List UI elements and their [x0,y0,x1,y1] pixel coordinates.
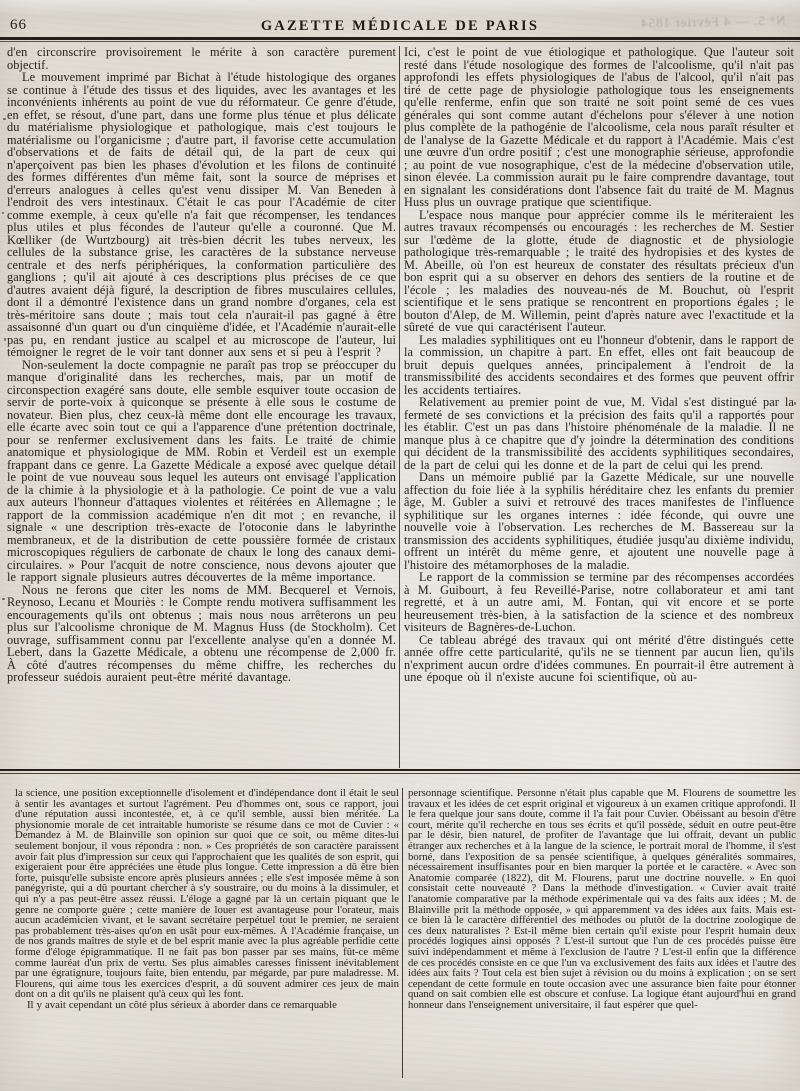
paragraph: Le mouvement imprimé par Bichat à l'étude histologique des organes se continue à l'étude des tissus et des liquides, avec les avantages et les inconvénients inhérents au point de vue du réformateur. Ce genre d'étude, en effet, se résout, d'une part, dans une forme plus ténue et plus délicate du matérialisme physiologique et pathologique, mais c'est toujours le matérialisme ou l'organicisme ; d'autre part, il favorise cette accumulation d'observations et de faits de détail qui, de la part de ceux qui n'aperçoivent pas bien les phases d'évolution et les filons de continuité des formes différentes d'un même fait, sont la source de méprises et d'erreurs analogues à celles qu'est venu dissiper M. Van Beneden à l'endroit des vers intestinaux. C'était le cas pour l'Académie de citer comme exemple, à ceux qu'elle n'a fait que récompenser, les tendances plus utiles et plus fécondes de l'auteur qu'elle a couronné. Que M. Kœlliker (de Wurtzbourg) ait très-bien décrit les tubes nerveux, les cellules de la substance grise, les caractères de la substance nerveuse centrale et des nerfs périphériques, la conformation particulière des ganglions ; qu'il ait ajouté à ces descriptions plus précises de ce que d'autres avaient déjà figuré, la description de fibres musculaires cellules, dont il a démontré l'existence dans un grand nombre d'organes, cela est très-méritoire sans doute ; mais tout cela n'aurait-il pas gagné à être assaisonné d'un quart ou d'un cinquième d'idée, et l'Académie n'aurait-elle pas pu, en rendant justice au scalpel et au microscope de l'auteur, lui témoigner le regret de le voir tant donner aux sens et si peu à l'esprit ? [7,70,396,359]
paragraph: la science, une position exceptionnelle d'isolement et d'indépendance dont il était le seul à sentir les avantages et surtout l'agrément. Peu d'hommes ont, sous ce rapport, joui d'une réputation aussi incontestée, et, à ce qu'il semble, aussi bien méritée. La physionomie morale de cet intraitable humoriste se résume dans ce mot de Cuvier : « Demandez à M. de Blainville son opinion sur quoi que ce soit, ou même dites-lui seulement bonjour, il vous répondra : non. » Ces propriétés de son caractère paraissent avoir fait plus d'impression sur ceux qui l'approchaient que les qualités de son esprit, qui exigeraient pour être appréciées une étude plus longue. Cette impression a dû être bien forte, puisqu'elle subsiste encore après plusieurs années ; elle s'est imposée même à son panégyriste, qui a dû pourtant chercher à s'y soustraire, ou du moins à la dissimuler, et qui n'y a pas peut-être assez réussi. L'éloge a gagné par là un certain piquant que le genre ne comporte guère ; cette manière de louer est avantageuse pour l'orateur, mais aucun académicien vivant, et le savant secrétaire perpétuel tout le premier, ne seraient pas probablement très-aises qu'on en usât pour eux-mêmes. À l'Académie française, un de nos grands maîtres de style et de bel esprit manie avec la plus agréable perfidie cette forme d'éloge épigrammatique. Il ne fait pas bon passer par ses mains, fût-ce même comme lauréat d'un prix de vertu. Ses plus aimables caresses finissent inévitablement par une égratignure, toujours faite, bien entendu, par mégarde, par pure maladresse. M. Flourens, qui aime tous les exercices d'esprit, a dû souvent admirer ces jeux de main dont on a dit qu'ils ne plaisent qu'à ceux qui les font. [15,788,399,1001]
column-divider-rule-top [399,46,400,768]
paragraph: personnage scientifique. Personne n'était plus capable que M. Flourens de soumettre les travaux et les idées de cet esprit original et vigoureux à un examen critique approfondi. Il le fera quelque jour sans doute, comme il l'a fait pour Cuvier. Obéissant au besoin d'être court, mérite qu'il recherche en tous ses écrits et qu'il possède, séduit en outre peut-être par le désir, bien naturel, de profiter de l'avantage que lui offrait, devant un public étranger aux recherches et à la langue de la science, le portrait moral de l'homme, il s'est borné, dans l'exposition de sa pensée scientifique, à quelques généralités sommaires, nécessairement insuffisantes pour en bien marquer la portée et le caractère. « Avec son Anatomie comparée (1822), dit M. Flourens, parut une doctrine nouvelle. » En quoi consistait cette nouveauté ? Dans la méthode d'investigation. « Cuvier avait traité l'anatomie comparative par la méthode expérimentale qui va des faits aux idées ; M. de Blainville prit la méthode opposée, » qui apparemment va des idées aux faits. Mais est-ce bien là le caractère différentiel des méthodes ou plutôt de la doctrine zoologique de ces deux naturalistes ? Est-il même bien certain qu'il existe pour l'esprit humain deux procédés logiques ainsi opposés ? L'est-il surtout que l'un de ces procédés puisse être suivi indépendamment et même à l'exclusion de l'autre ? L'est-il enfin que la différence de ces procédés consiste en ce que l'un va exclusivement des faits aux idées et l'autre des idées aux faits ? Tout cela est bien sujet à révision ou du moins à explication ; on se sert cependant de cette formule en toute occasion avec une assurance bien faite pour étonner quand on sait combien elle est obscure et confuse. La logique étant aujourd'hui en grand honneur dans l'enseignement universitaire, il faut espérer que quel- [408,788,796,1011]
ink-speck [3,118,6,120]
ink-speck [2,212,4,214]
section-divider-thick [0,769,800,771]
section-divider-thin [0,773,800,774]
top-article-section [0,46,800,768]
header-rule-thick [0,37,800,40]
paragraph: Ce tableau abrégé des travaux qui ont mérité d'être distingués cette année offre cette particularité, qu'ils ne se tiennent par aucun lien, qu'ils n'expriment aucun ordre d'idées communes. En pourrait-il être autrement à une époque où il n'existe aucune foi scientifique, où au- [404,632,794,684]
top-left-column [7,46,396,768]
section-divider-rule [0,769,800,775]
bottom-right-column [408,788,796,1084]
bottom-article-section [0,788,800,1084]
paragraph: Le rapport de la commission se termine par des récompenses accordées à M. Guibourt, à feu Reveillé-Parise, notre collaborateur et ami tant regretté, et à un autre ami, M. Fontan, qui vit encore et se porte heureusement très-bien, à la satisfaction de la science et des nombreux visiteurs de Bagnères-de-Luchon. [404,570,794,634]
paragraph: Il y avait cependant un côté plus sérieux à aborder dans ce remarquable [27,998,337,1011]
paragraph: Relativement au premier point de vue, M. Vidal s'est distingué par la fermeté de ses convictions et la précision des faits qu'il a rapportés pour les établir. C'est un pas dans l'histoire phénoménale de la maladie. Il ne manque plus à ce chapitre que d'y joindre la détermination des conditions qui décident de la transmissibilité des accidents syphilitiques secondaires, de la part de celui qui les donne et de la part de celui qui les prend. [404,395,794,472]
paragraph: d'en circonscrire provisoirement le mérite à son caractère purement objectif. [7,46,396,72]
masthead-title: GAZETTE MÉDICALE DE PARIS [260,18,540,34]
bottom-left-column [15,788,399,1084]
paragraph: Les maladies syphilitiques ont eu l'honneur d'obtenir, dans le rapport de la commission, un chapitre à part. En effet, elles ont fait beaucoup de bruit depuis quelques années, principalement à l'endroit de la transmissibilité des accidents secondaires et des formes que peuvent offrir les accidents tertiaires. [404,332,794,397]
paragraph: L'espace nous manque pour apprécier comme ils le mériteraient les autres travaux récompensés ou encouragés : les recherches de M. Sestier sur l'œdème de la glotte, étude de diagnostic et de physiologie pathologique très-remarquable ; le traité des hydropisies et des kystes de M. Abeille, où l'on est heureux de constater des résultats précieux d'un bon esprit qui a su observer en dehors des sentiers de la routine et de l'école ; les maladies des nouveau-nés de M. Bouchut, où l'esprit scientifique et le sens pratique se rencontrent en proportions égales ; le bouton d'Alep, de M. Willemin, peint d'après nature avec l'exactitude et la sûreté de vue qui caractérisent l'auteur. [404,207,794,334]
header-rule-thin [0,41,800,42]
paragraph: Nous ne ferons que citer les noms de MM. Becquerel et Vernois, Reynoso, Lecanu et Mouriès : le Compte rendu motivera suffisamment les encouragements qu'ils ont obtenus ; mais nous nous arrêterons un peu plus sur l'alcoolisme chronique de M. Magnus Huss (de Stockholm). Cet ouvrage, suffisamment connu par l'excellente analyse qu'en a donnée M. Lebert, dans la Gazette Médicale, a obtenu une récompense de 2,000 fr. À côté d'autres récompenses du même chiffre, les recherches du professeur suédois auraient peut-être mérité davantage. [7,582,396,684]
paragraph: Dans un mémoire publié par la Gazette Médicale, sur une nouvelle affection du foie liée à la syphilis héréditaire chez les enfants du premier âge, M. Gubler a suivi et retrouvé des traces manifestes de l'influence syphilitique sur les organes internes : idée féconde, qui ouvre une nouvelle voie à l'observation. Les recherches de M. Bassereau sur la transmission des accidents syphilitiques, étudiée jusqu'au dixième individu, offrent un intérêt du même genre, et ajoutent une nouvelle page à l'histoire des métamorphoses de la maladie. [404,470,794,572]
top-right-column [404,46,794,768]
ink-speck [4,338,6,341]
column-divider-rule-bottom [402,788,403,1078]
page-number: 66 [10,17,27,33]
ink-speck [2,598,5,600]
header-rule [0,37,800,43]
ink-speck [794,402,796,405]
paragraph: Non-seulement la docte compagnie ne paraît pas trop se préoccuper du manque d'originalité dans les recherches, mais, par un motif de circonspection exagéré sans doute, elle semble esquiver toute occasion de servir de porte-voix à quiconque se présente à elle sous le costume de novateur. Bien plus, chez ceux-là même dont elle encourage les travaux, elle écarte avec soin tout ce qui a l'apparence d'une prétention doctrinale, pour se renfermer exclusivement dans les faits. Le traité de chimie anatomique et physiologique de MM. Robin et Verdeil est un exemple frappant dans ce genre. La Gazette Médicale a exposé avec quelque détail le point de vue nouveau sous lequel les auteurs ont envisagé l'application de la chimie à la physiologie et à la pathologie. Ce point de vue a valu aux auteurs l'honneur d'attaques violentes et réitérées en Allemagne ; le rapport de la commission académique n'en dit mot ; en revanche, il signale « une description très-exacte de l'otoconie dans le labyrinthe membraneux, et de la distribution de cette poussière formée de cristaux microscopiques réguliers de carbonate de chaux le long des canaux demi-circulaires. » Pour l'acquit de notre conscience, nous devons ajouter que le rapport signale plusieurs autres découvertes de la même importance. [7,357,396,584]
paragraph: Ici, c'est le point de vue étiologique et pathologique. Que l'auteur soit resté dans l'étude nosologique des formes de l'alcoolisme, qu'il n'ait pas approfondi les effets physiologiques de l'abus de l'alcool, qu'il n'ait pas tiré de cette page de physiologie pathologique tous les enseignements qu'elle renferme, enfin que son traité ne soit point semé de ces vues générales qui sont comme autant d'échelons pour s'élever à une notion plus complète de la pathogénie de l'alcoolisme, cela nous paraît résulter et de l'analyse de la Gazette Médicale et du rapport à l'Académie. Mais c'est une œuvre d'un ordre positif ; c'est une monographie sérieuse, approfondie ; au point de vue nosographique, c'est de la médecine d'observation utile, sinon élevée. La commission aurait pu le faire comprendre davantage, tout en signalant les considérations dont l'absence fait du traité de M. Magnus Huss plus un ouvrage pratique que scientifique. [404,46,794,209]
issue-date-ghost: N° 5. — 4 Février 1854 [640,12,787,31]
